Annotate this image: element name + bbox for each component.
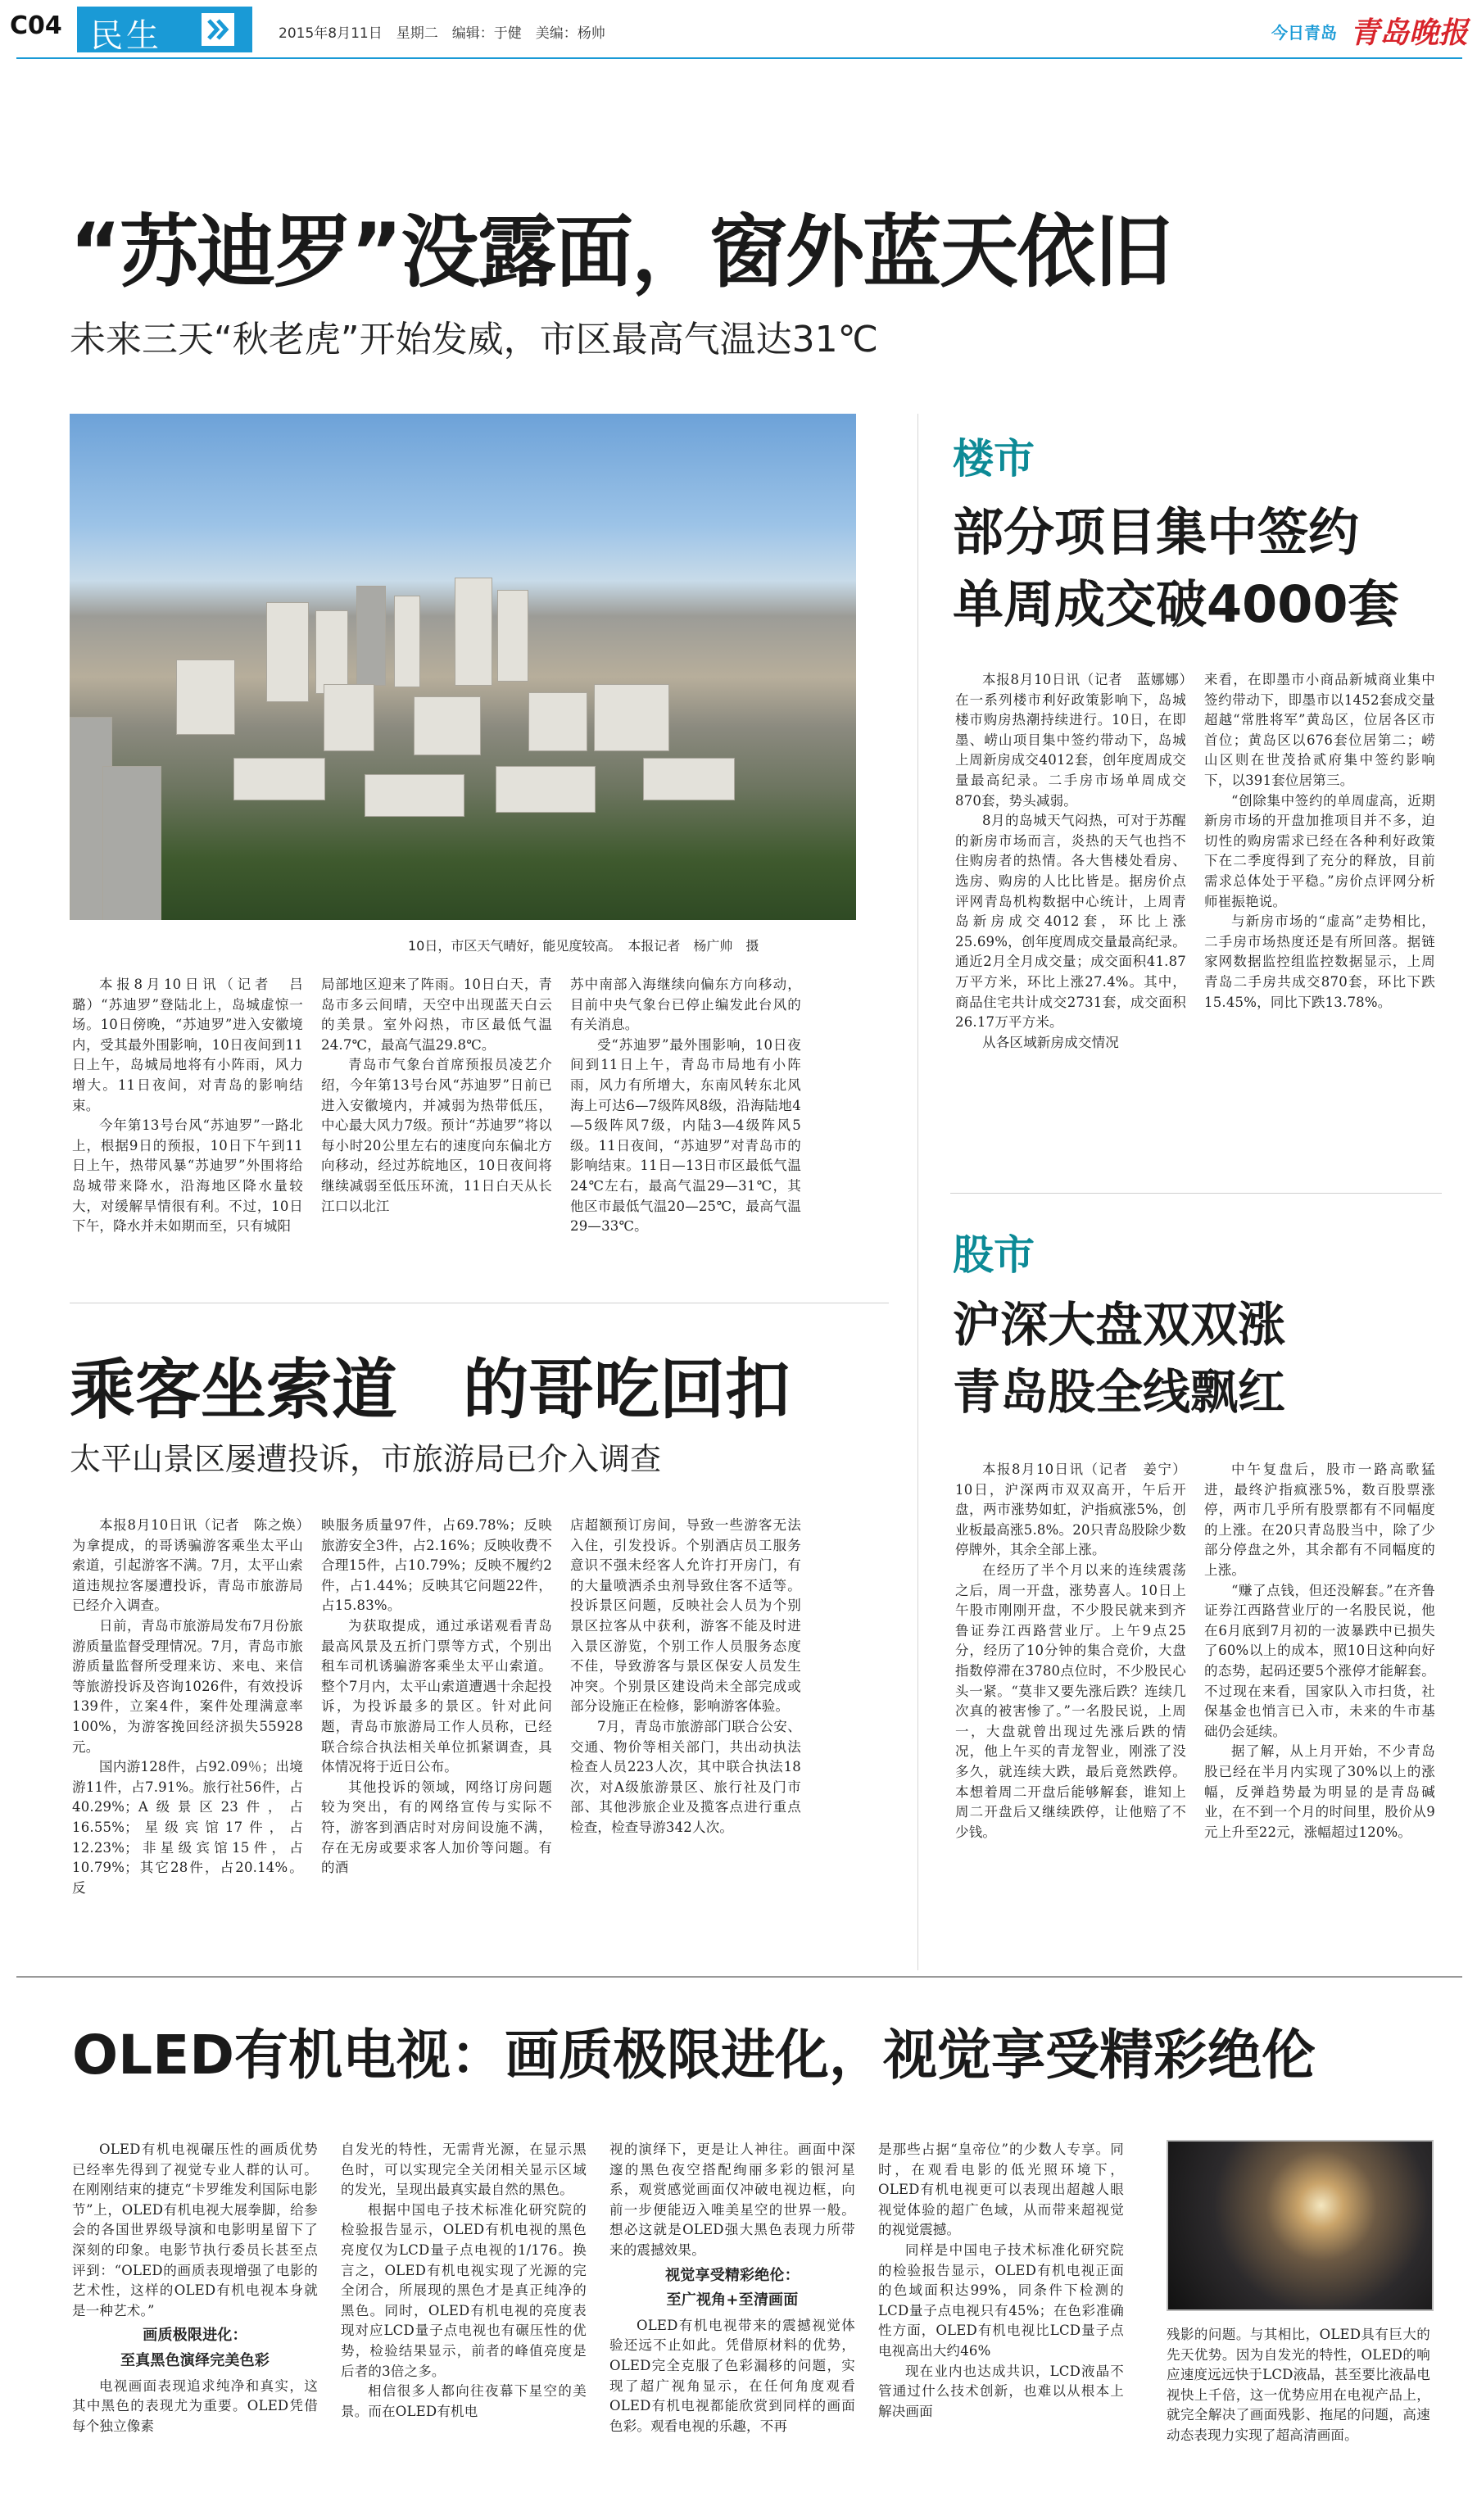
paragraph: 青岛市气象台首席预报员凌艺介绍，今年第13号台风“苏迪罗”日前已进入安徽境内，并减弱为热带低压，中心最大风力7级。预计“苏迪罗”将以每小时20公里左右的速度向东偏北方向移动，经过苏皖地区，10日夜间将继续减弱至低压环流，11日白天从长江口以北江 — [321, 1057, 552, 1214]
paragraph: 今年第13号台风“苏迪罗”一路北上，根据9日的预报，10日下午到11日上午，热带风暴“苏迪罗”外围将给岛城带来降水，沿海地区降水量较大，对缓解旱情很有利。不过，10日下午，降水并未如期而至，只有城阳 — [72, 1117, 303, 1235]
paragraph: 国内游128件，占92.09％；出境游11件，占7.91%。旅行社56件，占40.29%；A级景区23件，占16.55%；星级宾馆17件，占12.23%；非星级宾馆15件，占10.79%；其它28件，占20.14%。反 — [72, 1759, 303, 1896]
story3-tag: 股市 — [953, 1231, 1035, 1279]
story1-subheadline: 未来三天“秋老虎”开始发威，市区最高气温达31℃ — [70, 319, 878, 360]
paragraph: 现在业内也达成共识，LCD液晶不管通过什么技术创新，也难以从根本上解决画面 — [878, 2363, 1124, 2419]
paragraph: 日前，青岛市旅游局发布7月份旅游质量监督受理情况。7月，青岛市旅游质量监督所受理来访、来电、来信等旅游投诉及咨询1026件，有效投诉139件，立案4件，案件处理满意率100%，为游客挽回经济损失55928元。 — [72, 1617, 303, 1755]
paragraph: 相信很多人都向往夜幕下星空的美景。而在OLED有机电 — [341, 2383, 587, 2419]
paragraph: “创除集中签约的单周虚高，近期新房市场的开盘加推项目并不多，迫切性的购房需求已经在各种利好政策下在二季度得到了充分的释放，目前需求总体处于平稳。”房价点评网分析师崔振艳说。 — [1204, 792, 1435, 909]
story5-tv-photo — [1167, 2140, 1434, 2311]
story5-top-rule — [16, 1976, 1462, 1978]
paragraph: 7月，青岛市旅游部门联合公安、交通、物价等相关部门，共出动执法检查人员223人次，其中联合执法18次，对A级旅游景区、旅行社及门市部、其他涉旅企业及揽客点进行重点检查，检查导游342人次。 — [570, 1718, 801, 1835]
paragraph: 同样是中国电子技术标准化研究院的检验报告显示，OLED有机电视正面的色域面积达99%，同条件下检测的LCD量子点电视只有45%；在色彩准确性方面，OLED有机电视比LCD量子点电视高出大约46% — [878, 2241, 1124, 2359]
section-chevron-icon — [202, 13, 234, 46]
story1-photo-caption: 10日，市区天气晴好，能见度较高。 本报记者 杨广帅 摄 — [408, 938, 759, 954]
story2-tag: 楼市 — [953, 434, 1035, 483]
story1-col3-text: 苏中南部入海继续向偏东方向移动，目前中央气象台已停止编发此台风的有关消息。 — [570, 977, 801, 1033]
story5-col3b-text: OLED有机电视带来的震撼视觉体验还远不止如此。凭借原材料的优势，OLED完全克服了色彩漏移的问题，实现了超广视角显示，在任何角度观看OLED有机电视都能欣赏到同样的画面色彩。观看电视的乐趣，不再 — [609, 2317, 855, 2434]
section-title: 民生 — [90, 17, 162, 55]
story3-headline-1: 沪深大盘双双涨 — [953, 1297, 1286, 1353]
paragraph: 其他投诉的领域，网络订房问题较为突出，有的网络宣传与实际不符，游客到酒店时对房间设施不满，存在无房或要求客人加价等问题。有的酒 — [321, 1779, 552, 1876]
story3-col1 — [955, 1460, 1186, 1842]
story5-headline: OLED有机电视：画质极限进化，视觉享受精彩绝伦 — [72, 2024, 1316, 2087]
story2-col2 — [1204, 670, 1435, 1013]
story2-col1 — [955, 670, 1186, 1053]
story4-headline: 乘客坐索道 的哥吃回扣 — [70, 1352, 791, 1428]
story5-sub1b: 至真黑色演绎完美色彩 — [120, 2351, 270, 2369]
story5-sub2: 视觉享受精彩绝伦： — [665, 2266, 800, 2284]
paragraph: 在经历了半个月以来的连续震荡之后，周一开盘，涨势喜人。10日上午股市刚刚开盘，不少股民就来到齐鲁证券江西路营业厅。上午9点25分，经历了10分钟的集合竞价，大盘指数停滞在3780点位时，不少股民心头一紧。“莫非又要先涨后跌？连续几次真的被害惨了。”一名股民说，上周一，大盘就曾出现过先涨后跌的情况，他上午买的青龙智业，刚涨了没多久，就连续大跌，最后竟然跌停。本想着周二开盘后能够解套，谁知上周二开盘后又继续跌停，让他赔了不少钱。 — [955, 1561, 1186, 1840]
paragraph: 据了解，从上月开始，不少青岛股已经在半月内实现了30%以上的涨幅，反弹趋势最为明显的是青岛碱业，在不到一个月的时间里，股价从9元上升至22元，涨幅超过120%。 — [1204, 1743, 1435, 1840]
story5-sub2b: 至广视角+至清画面 — [666, 2291, 799, 2309]
paragraph: 受“苏迪罗”最外围影响，10日夜间到11日上午，青岛市局地有小阵雨，风力有所增大，东南风转东北风海上可达6—7级阵风8级，沿海陆地4—5级阵风7级，内陆3—4级阵风5级。11日夜间，“苏迪罗”对青岛市的影响结束。11日—13日市区最低气温24℃左右，最高气温29—31℃，其他区市最低气温20—25℃，最高气温29—33℃。 — [570, 1036, 801, 1235]
story1-col1-text: 本报8月10日讯（记者 吕璐）“苏迪罗”登陆北上，岛城虚惊一场。10日傍晚，“苏迪罗”进入安徽境内，受其最外围影响，10日夜间到11日上午，岛城局地将有小阵雨，风力增大。11日夜间，对青岛的影响结束。 — [72, 977, 303, 1113]
story4-col3-text: 店超额预订房间，导致一些游客无法入住，引发投诉。个别酒店员工服务意识不强未经客人允许打开房门，有的大量喷洒杀虫剂导致住客不适等。投诉景区问题，反映社会人员为个别景区拉客从中获利，游客不能及时进入景区游览，个别工作人员服务态度不佳，导致游客与景区保安人员发生冲突。个别景区建设尚未全部完成或部分设施正在检修，影响游客体验。 — [570, 1517, 801, 1715]
story1-col3 — [570, 975, 801, 1237]
story5-col2 — [341, 2140, 587, 2422]
story5-col3a-text: 视的演绎下，更是让人神往。画面中深邃的黑色夜空搭配绚丽多彩的银河星系，观赏感觉画面仅冲破电视边框，向前一步便能迈入唯美星空的世界一般。想必这就是OLED强大黑色表现力所带来的震撼效果。 — [609, 2142, 855, 2258]
brand-small: 今日青岛 — [1271, 23, 1337, 43]
story1-col1 — [72, 975, 303, 1237]
section-tab — [77, 7, 252, 55]
masthead-rule — [16, 57, 1462, 59]
story4-col3 — [570, 1516, 801, 1838]
story5-col4-text: 是那些占据“皇帝位”的少数人专享。同时，在观看电影的低光照环境下，OLED有机电视更可以表现出超越人眼视觉体验的超广色域，从而带来超视觉的视觉震撼。 — [878, 2142, 1124, 2238]
page-number: C04 — [10, 11, 62, 40]
paragraph: 与新房市场的“虚高”走势相比，二手房市场热度还是有所回落。据链家网数据监控组监控数据显示，上周青岛二手房共成交870套，环比下跌15.45%，同比下跌13.78%。 — [1204, 913, 1435, 1010]
paragraph: 为获取提成，通过承诺观看青岛最高风景及五折门票等方式，个别出租车司机诱骗游客乘坐太平山索道。整个7月内，太平山索道遭遇十余起投诉，为投诉最多的景区。针对此问题，青岛市旅游局工作人员称，已经联合综合执法相关单位抓紧调查，具体情况将于近日公布。 — [321, 1617, 552, 1775]
story2-headline-1: 部分项目集中签约 — [953, 502, 1360, 562]
story3-col1-text: 本报8月10日讯（记者 姜宁）10日，沪深两市双双高开，午后开盘，两市涨势如虹，沪指疯涨5%，创业板最高涨5.8%。20只青岛股除少数停牌外，其余全部上涨。 — [955, 1462, 1186, 1558]
story4-subheadline: 太平山景区屡遭投诉，市旅游局已介入调查 — [70, 1441, 662, 1477]
masthead — [0, 0, 1477, 57]
story1-photo — [70, 414, 856, 920]
story4-col2-text: 映服务质量97件，占69.78%；反映旅游安全3件，占2.16%；反映收费不合理15件，占10.79%；反映不履约2件，占1.44%；反映其它问题22件，占15.83%。 — [321, 1517, 552, 1614]
story2-divider — [950, 1193, 1442, 1194]
story1-col2-text: 局部地区迎来了阵雨。10日白天，青岛市多云间晴，天空中出现蓝天白云的美景。室外闷热，市区最低气温24.7℃，最高气温29.8℃。 — [321, 977, 552, 1053]
story5-col1-text: OLED有机电视碾压性的画质优势已经率先得到了视觉专业人群的认可。在刚刚结束的捷克“卡罗维发利国际电影节”上，OLED有机电视大展拳脚，给参会的各国世界级导演和电影明星留下了深刻的印象。电影节执行委员长甚至点评到：“OLED的画质表现增强了电影的艺术性，这样的OLED有机电视本身就是一种艺术。” — [72, 2142, 318, 2318]
story5-col5-text: 残影的问题。与其相比，OLED具有巨大的先天优势。因为自发光的特性，OLED的响应速度远远快于LCD液晶，甚至要比液晶电视快上千倍，这一优势应用在电视产品上，就完全解决了画面残影、拖尾的问题，高速动态表现力实现了超高清画面。 — [1167, 2327, 1430, 2443]
story4-col1-text: 本报8月10日讯（记者 陈之焕）为拿提成，的哥诱骗游客乘坐太平山索道，引起游客不满。7月，太平山索道违规拉客屡遭投诉，青岛市旅游局已经介入调查。 — [72, 1517, 303, 1614]
paragraph: 从各区域新房成交情况 — [982, 1034, 1119, 1050]
story5-col2-text: 自发光的特性，无需背光源，在显示黑色时，可以实现完全关闭相关显示区域的发光，呈现出最真实最自然的黑色。 — [341, 2142, 587, 2198]
column-divider — [917, 414, 918, 1970]
story5-col5 — [1167, 2325, 1430, 2446]
story5-col1 — [72, 2140, 318, 2436]
story3-col2-text: 中午复盘后，股市一路高歌猛进，最终沪指疯涨5%，数百股票涨停，两市几乎所有股票都有不同幅度的上涨。在20只青岛股当中，除了少部分停盘之外，其余都有不同幅度的上涨。 — [1204, 1462, 1435, 1578]
story2-col1-text: 本报8月10日讯（记者 蓝娜娜）在一系列楼市利好政策影响下，岛城楼市购房热潮持续进行。10日，在即墨、崂山项目集中签约带动下，岛城上周新房成交4012套，创年度周成交量最高纪录。二手房市场单周成交870套，势头减弱。 — [955, 672, 1186, 809]
story3-col2 — [1204, 1460, 1435, 1842]
story4-col2 — [321, 1516, 552, 1879]
story5-col4 — [878, 2140, 1124, 2422]
paragraph: 8月的岛城天气闷热，可对于苏醒的新房市场而言，炎热的天气也挡不住购房者的热情。各大售楼处看房、选房、购房的人比比皆是。据房价点评网青岛机构数据中心统计，上周青岛新房成交4012套，环比上涨25.69%，创年度周成交量最高纪录。通近2月全月成交量；成交面积41.87万平方米，环比上涨27.4%。其中，商品住宅共计成交2731套，成交面积26.17万平方米。 — [955, 813, 1186, 1031]
story5-col3 — [609, 2140, 855, 2436]
brand-logo: 青岛晚报 — [1350, 16, 1469, 50]
story2-col2-text: 来看，在即墨市小商品新城商业集中签约带动下，即墨市以1452套成交量超越“常胜将军”黄岛区，位居各区市首位；黄岛区以676套位居第二；崂山区则在世茂拾贰府集中签约影响下，以391套位居第三。 — [1204, 672, 1435, 788]
paragraph: 根据中国电子技术标准化研究院的检验报告显示，OLED有机电视的黑色亮度仅为LCD量子点电视的1/176。换言之，OLED有机电视实现了光源的完全闭合，所展现的黑色才是真正纯净的黑色。同时，OLED有机电视的亮度表现对应LCD量子点电视也有碾压性的优势，检验结果显示，前者的峰值亮度是后者的3倍之多。 — [341, 2201, 587, 2379]
date-line: 2015年8月11日 星期二 编辑：于健 美编：杨帅 — [279, 25, 605, 42]
story1-col2 — [321, 975, 552, 1217]
story3-headline-2: 青岛股全线飘红 — [953, 1364, 1286, 1420]
paragraph: “赚了点钱，但还没解套。”在齐鲁证券江西路营业厅的一名股民说，他在6月底到7月初的一波暴跌中已损失了60%以上的成本，照10日这种向好的态势，起码还要5个涨停才能解套。不过现在来看，国家队入市扫货，社保基金也悄言已入市，未来的牛市基础仍会延续。 — [1204, 1582, 1435, 1739]
story5-col1b-text: 电视画面表现追求纯净和真实，这其中黑色的表现尤为重要。OLED凭借每个独立像素 — [72, 2377, 318, 2434]
story1-headline: “苏迪罗”没露面，窗外蓝天依旧 — [70, 206, 1171, 298]
story2-headline-2: 单周成交破4000套 — [953, 574, 1399, 634]
story5-sub1: 画质极限进化： — [143, 2327, 247, 2345]
story4-col1 — [72, 1516, 303, 1898]
